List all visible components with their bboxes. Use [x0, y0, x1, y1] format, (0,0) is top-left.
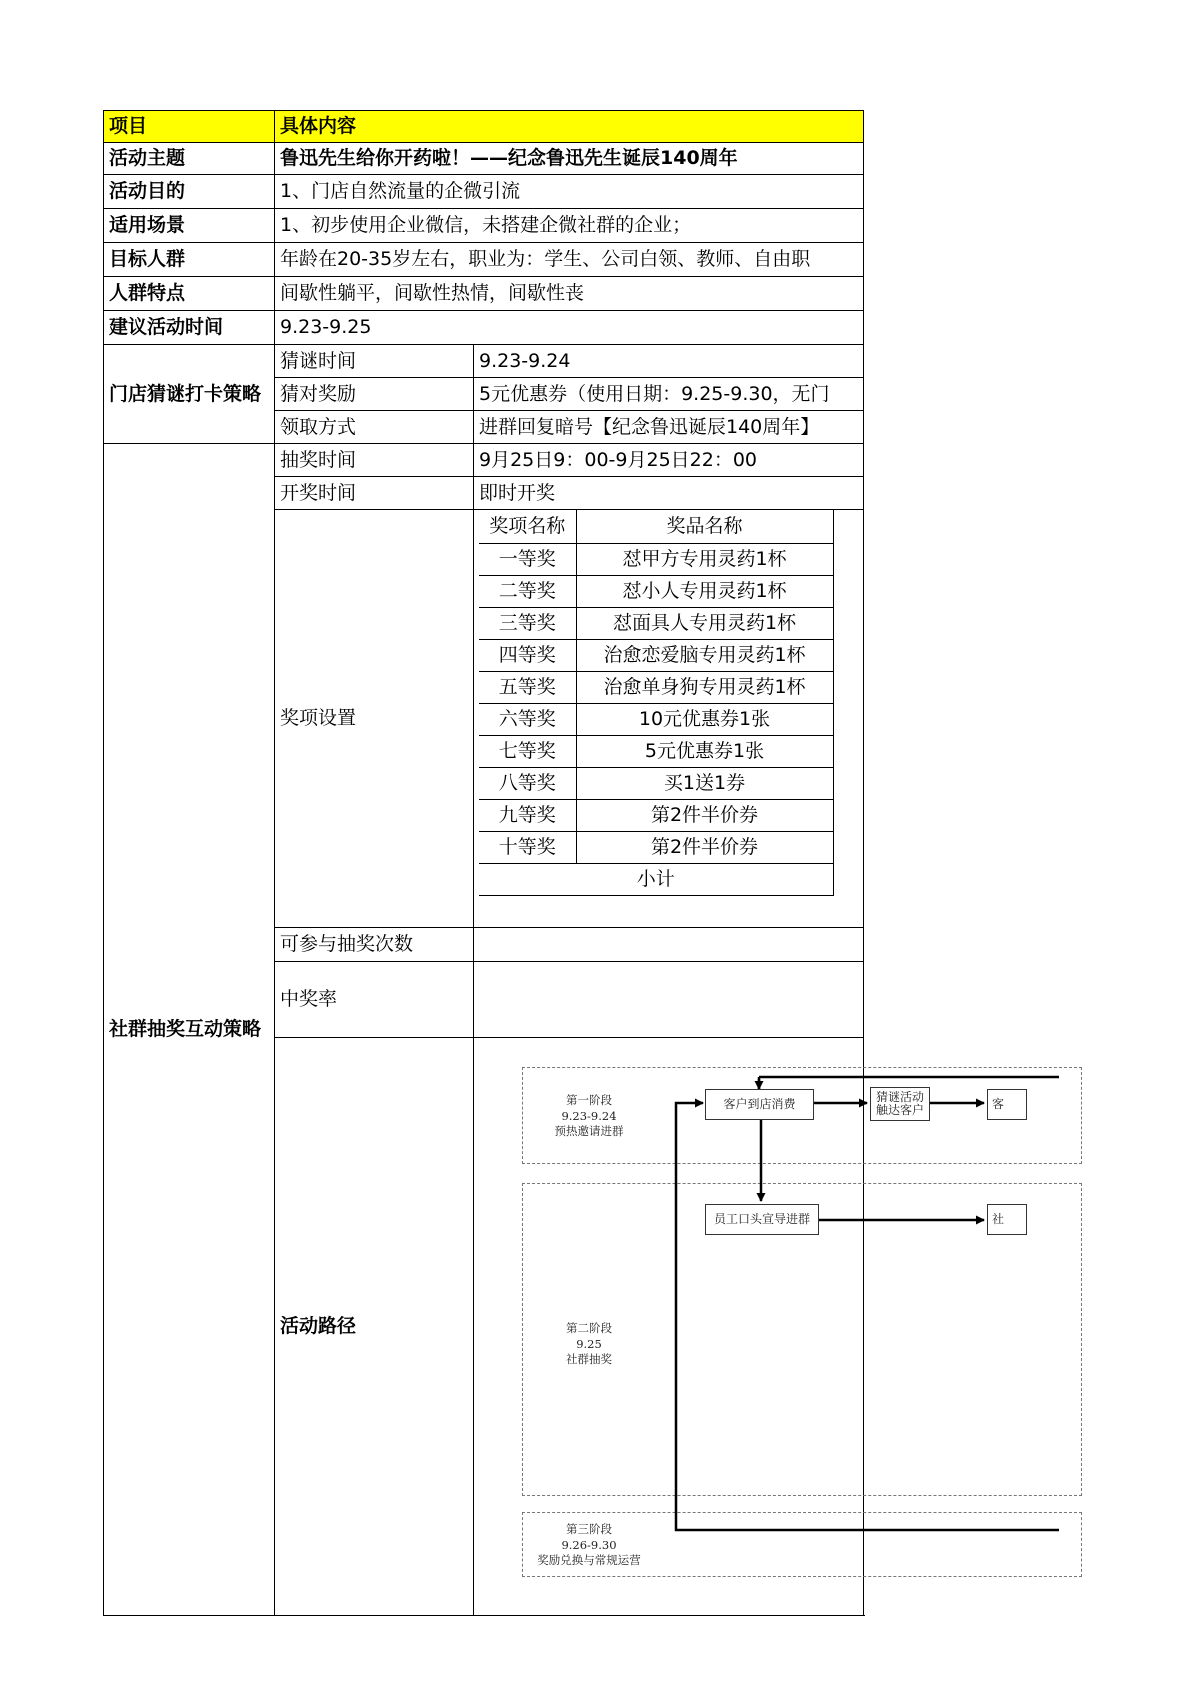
prize-level-header: 奖项名称 — [479, 510, 576, 543]
row-scenario — [104, 209, 864, 243]
prize-level: 九等奖 — [479, 799, 576, 831]
theme-label: 活动主题 — [104, 143, 275, 175]
prize-row — [479, 831, 833, 863]
target-label: 目标人群 — [104, 243, 275, 277]
prize-level: 三等奖 — [479, 607, 576, 639]
prize-name: 第2件半价券 — [576, 831, 833, 863]
prize-row — [479, 543, 833, 575]
scenario-label: 适用场景 — [104, 209, 275, 243]
stage-2-name: 第二阶段 — [566, 1321, 612, 1335]
flowchart-cell — [474, 1037, 1005, 1615]
guess-time-name: 猜谜时间 — [275, 345, 474, 378]
flow-connectors — [479, 1039, 1049, 1613]
open-time-value: 即时开奖 — [474, 477, 864, 510]
prize-setting-label: 奖项设置 — [275, 510, 474, 928]
line-stage3-loop — [676, 1103, 1059, 1530]
node-cutoff-2: 社 — [987, 1204, 1027, 1235]
draw-times-label: 可参与抽奖次数 — [275, 927, 474, 961]
prize-name: 买1送1券 — [576, 767, 833, 799]
prize-table — [479, 510, 834, 927]
node-guess-activity — [870, 1087, 930, 1121]
prize-level: 七等奖 — [479, 735, 576, 767]
node-guess-line-2: 触达客户 — [875, 1103, 924, 1117]
prize-table-cell — [474, 510, 864, 928]
prize-name: 治愈单身狗专用灵药1杯 — [576, 671, 833, 703]
stage-1-name: 第一阶段 — [566, 1093, 612, 1107]
draw-time-value: 9月25日9：00-9月25日22：00 — [474, 444, 864, 477]
spreadsheet-area — [103, 110, 1005, 1602]
prize-level: 八等奖 — [479, 767, 576, 799]
row-guess-time — [104, 345, 864, 378]
row-purpose — [104, 175, 864, 209]
header-item: 项目 — [104, 111, 275, 143]
prize-name: 5元优惠券1张 — [576, 735, 833, 767]
prize-row — [479, 735, 833, 767]
traits-value: 间歇性躺平，间歇性热情，间歇性丧 — [275, 277, 864, 311]
stage-2-date: 9.25 — [576, 1336, 602, 1351]
header-content: 具体内容 — [275, 111, 864, 143]
target-value: 年龄在20-35岁左右，职业为：学生、公司白领、教师、自由职 — [275, 243, 864, 277]
header-row — [104, 111, 864, 143]
activity-plan-table — [103, 110, 1005, 1616]
time-label: 建议活动时间 — [104, 311, 275, 345]
theme-value: 鲁迅先生给你开药啦！——纪念鲁迅先生诞辰140周年 — [275, 143, 864, 175]
draw-times-value — [474, 927, 864, 961]
prize-name: 怼甲方专用灵药1杯 — [576, 543, 833, 575]
row-theme — [104, 143, 864, 175]
prize-name: 第2件半价券 — [576, 799, 833, 831]
prize-name: 治愈恋爱脑专用灵药1杯 — [576, 639, 833, 671]
lottery-strategy-label: 社群抽奖互动策略 — [104, 444, 275, 1616]
traits-label: 人群特点 — [104, 277, 275, 311]
prize-name-header: 奖品名称 — [576, 510, 833, 543]
blank-row — [479, 895, 833, 927]
node-guess-line-1: 猜谜活动 — [875, 1090, 924, 1105]
node-cutoff-1: 客 — [987, 1089, 1027, 1120]
prize-row — [479, 575, 833, 607]
prize-level: 十等奖 — [479, 831, 576, 863]
prize-level: 五等奖 — [479, 671, 576, 703]
prize-name: 怼面具人专用灵药1杯 — [576, 607, 833, 639]
row-time — [104, 311, 864, 345]
stage-1-desc: 预热邀请进群 — [554, 1124, 624, 1139]
node-staff-promote: 员工口头宣导进群 — [705, 1204, 819, 1235]
prize-row — [479, 607, 833, 639]
subtotal-label: 小计 — [479, 863, 833, 895]
prize-row — [479, 671, 833, 703]
stage-3-name: 第三阶段 — [566, 1522, 612, 1536]
guess-claim-value: 进群回复暗号【纪念鲁迅诞辰140周年】 — [474, 411, 864, 444]
prize-row — [479, 799, 833, 831]
activity-flowchart — [479, 1039, 1049, 1613]
prize-row — [479, 639, 833, 671]
row-draw-time — [104, 444, 864, 477]
purpose-label: 活动目的 — [104, 175, 275, 209]
prize-level: 四等奖 — [479, 639, 576, 671]
prize-name: 怼小人专用灵药1杯 — [576, 575, 833, 607]
guess-strategy-label: 门店猜谜打卡策略 — [104, 345, 275, 444]
purpose-value: 1、门店自然流量的企微引流 — [275, 175, 864, 209]
scenario-value: 1、初步使用企业微信，未搭建企微社群的企业； — [275, 209, 864, 243]
time-value: 9.23-9.25 — [275, 311, 864, 345]
prize-row — [479, 767, 833, 799]
win-rate-label: 中奖率 — [275, 961, 474, 1037]
guess-reward-name: 猜对奖励 — [275, 378, 474, 411]
win-rate-value — [474, 961, 864, 1037]
open-time-name: 开奖时间 — [275, 477, 474, 510]
subtotal-row — [479, 863, 833, 895]
stage-1-date: 9.23-9.24 — [561, 1108, 617, 1123]
stage-2-desc: 社群抽奖 — [566, 1352, 612, 1367]
node-customer-visit: 客户到店消费 — [705, 1089, 814, 1120]
stage-3-date: 9.26-9.30 — [561, 1537, 617, 1552]
prize-level: 六等奖 — [479, 703, 576, 735]
guess-claim-name: 领取方式 — [275, 411, 474, 444]
row-target — [104, 243, 864, 277]
prize-level: 一等奖 — [479, 543, 576, 575]
activity-path-label: 活动路径 — [275, 1037, 474, 1615]
guess-time-value: 9.23-9.24 — [474, 345, 864, 378]
stage-3-desc: 奖励兑换与常规运营 — [537, 1553, 641, 1568]
prize-name: 10元优惠券1张 — [576, 703, 833, 735]
guess-reward-value: 5元优惠券（使用日期：9.25-9.30，无门 — [474, 378, 864, 411]
prize-row — [479, 703, 833, 735]
draw-time-name: 抽奖时间 — [275, 444, 474, 477]
row-traits — [104, 277, 864, 311]
prize-header-row — [479, 510, 833, 543]
prize-level: 二等奖 — [479, 575, 576, 607]
